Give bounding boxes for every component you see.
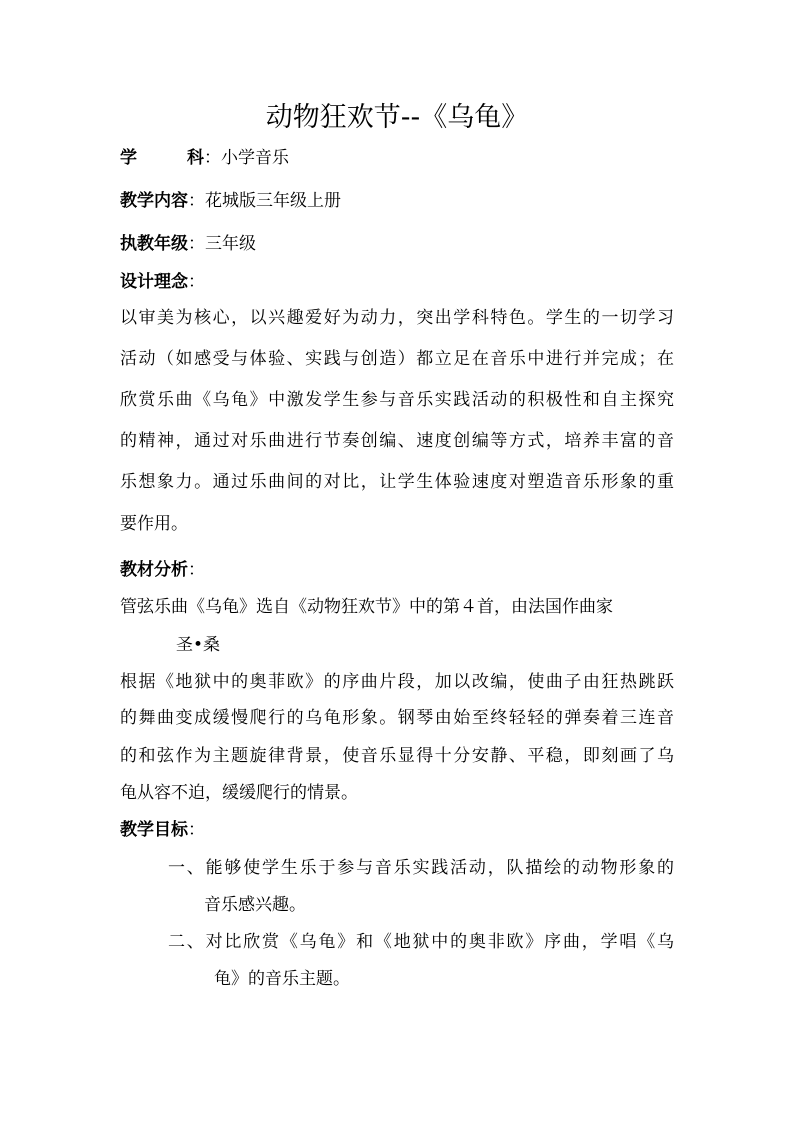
analysis-line: 根据《地狱中的奥菲欧》的序曲片段，加以改编，使曲子由狂热跳跃 (120, 672, 674, 692)
grade-label: 执教年级 (120, 234, 188, 254)
analysis-line: 的舞曲变成缓慢爬行的乌龟形象。钢琴由始至终轻轻的弹奏着三连音 (120, 708, 674, 728)
design-heading-colon: ： (188, 272, 205, 292)
goal-item-continuation: 龟》的音乐主题。 (214, 969, 350, 989)
composer-name: 圣•桑 (176, 635, 221, 655)
design-line: 要作用。 (120, 514, 188, 534)
grade-colon: ： (188, 234, 205, 254)
content-value: 花城版三年级上册 (205, 191, 341, 211)
analysis-heading-text: 教材分析 (120, 560, 188, 580)
analysis-heading (120, 558, 680, 582)
design-heading (120, 270, 680, 294)
goal-item: 一、能够使学生乐于参与音乐实践活动，队描绘的动物形象的 (168, 858, 674, 878)
content-colon: ： (188, 191, 205, 211)
content-row (120, 189, 680, 213)
grade-value: 三年级 (205, 234, 256, 254)
design-line: 欣赏乐曲《乌龟》中激发学生参与音乐实践活动的积极性和自主探究 (120, 390, 674, 410)
goal-item-continuation: 音乐感兴趣。 (204, 895, 306, 915)
goals-heading-text: 教学目标 (120, 820, 188, 840)
analysis-line: 管弦乐曲《乌龟》选自《动物狂欢节》中的第４首，由法国作曲家 (120, 597, 613, 617)
analysis-heading-colon: ： (188, 560, 205, 580)
goal-item: 二、对比欣赏《乌龟》和《地狱中的奥非欧》序曲，学唱《乌 (168, 932, 674, 952)
analysis-line: 的和弦作为主题旋律背景，使音乐显得十分安静、平稳，即刻画了乌 (120, 746, 674, 766)
goals-heading-colon: ： (188, 820, 205, 840)
content-label: 教学内容 (120, 191, 188, 211)
document-title: 动物狂欢节--《乌龟》 (265, 102, 529, 133)
design-line: 活动（如感受与体验、实践与创造）都立足在音乐中进行并完成；在 (120, 349, 674, 369)
subject-row (120, 146, 680, 170)
subject-value: 小学音乐 (221, 148, 289, 168)
subject-label: 学 科 (120, 148, 204, 168)
goals-heading (120, 818, 680, 842)
design-line: 的精神，通过对乐曲进行节奏创编、速度创编等方式，培养丰富的音 (120, 431, 674, 451)
subject-colon: ： (204, 148, 221, 168)
design-line: 以审美为核心，以兴趣爱好为动力，突出学科特色。学生的一切学习 (120, 308, 674, 328)
design-line: 乐想象力。通过乐曲间的对比，让学生体验速度对塑造音乐形象的重 (120, 472, 674, 492)
design-heading-text: 设计理念 (120, 272, 188, 292)
analysis-line: 龟从容不迫，缓缓爬行的情景。 (120, 783, 358, 803)
grade-row (120, 232, 680, 256)
